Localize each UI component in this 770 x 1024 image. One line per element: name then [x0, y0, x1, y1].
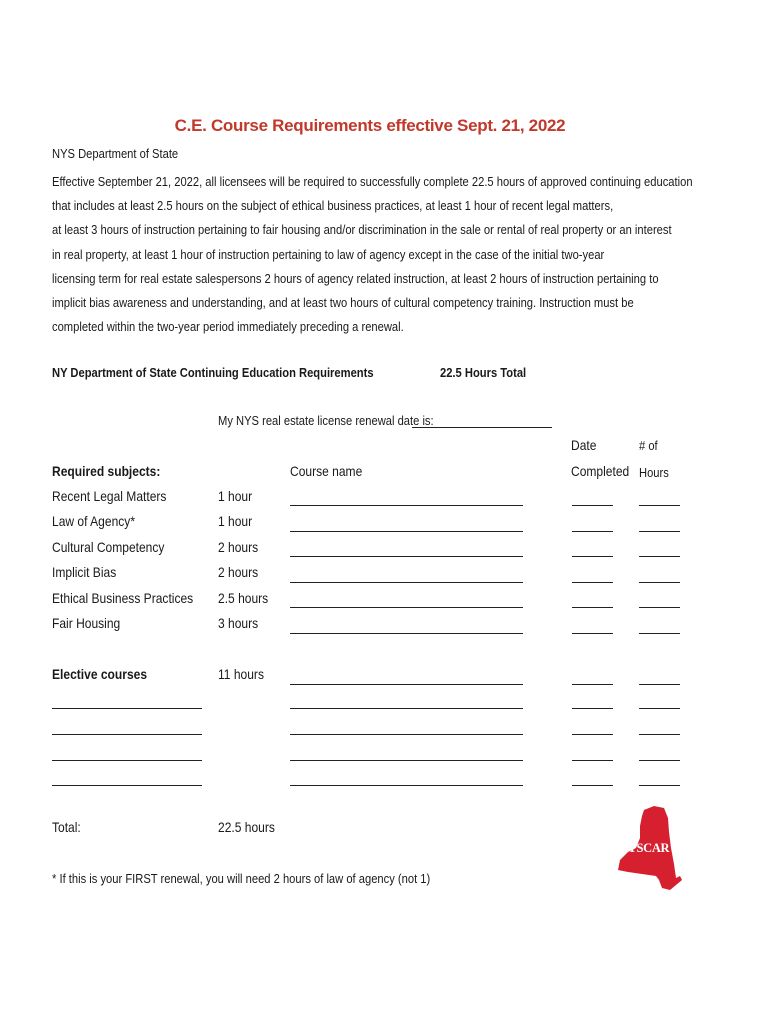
renewal-date-field[interactable]: [412, 427, 552, 428]
paragraph-line: at least 3 hours of instruction pertaining to fair housing and/or discrimination in the sale or rental of real property or an interest: [52, 222, 672, 238]
course-name-field[interactable]: [290, 760, 523, 761]
paragraph-line: licensing term for real estate salespersons 2 hours of agency related instruction, at least 2 hours of instruction pertaining to: [52, 270, 659, 286]
hours-field[interactable]: [639, 684, 680, 685]
subject-hours: 1 hour: [218, 488, 253, 504]
total-label: Total:: [52, 819, 81, 835]
date-completed-field[interactable]: [572, 684, 613, 685]
renewal-date-label: My NYS real estate license renewal date is:: [218, 413, 434, 428]
course-name-field[interactable]: [290, 734, 523, 735]
hours-field[interactable]: [639, 582, 680, 583]
subject-hours: 2.5 hours: [218, 590, 269, 606]
date-completed-field[interactable]: [572, 505, 613, 506]
course-name-field[interactable]: [290, 582, 523, 583]
elective-subject-field[interactable]: [52, 785, 202, 786]
date-completed-field[interactable]: [572, 708, 613, 709]
hours-field[interactable]: [639, 785, 680, 786]
subject-hours: 2 hours: [218, 539, 259, 555]
hours-field[interactable]: [639, 607, 680, 608]
subject-hours: 2 hours: [218, 564, 259, 580]
subject-name: Ethical Business Practices: [52, 590, 194, 606]
subject-name: Implicit Bias: [52, 564, 117, 580]
hours-total: 22.5 Hours Total: [440, 365, 527, 380]
paragraph-line: in real property, at least 1 hour of instruction pertaining to law of agency except in the case of the initial two-year: [52, 246, 605, 262]
course-name-field[interactable]: [290, 531, 523, 532]
nyscar-logo-text: NYSCAR: [619, 841, 670, 855]
hours-field[interactable]: [639, 734, 680, 735]
course-name-field[interactable]: [290, 684, 523, 685]
subject-name: Law of Agency*: [52, 513, 136, 529]
date-completed-field[interactable]: [572, 556, 613, 557]
requirements-heading: NY Department of State Continuing Education Requirements: [52, 365, 374, 380]
paragraph-line: completed within the two-year period immediately preceding a renewal.: [52, 319, 404, 335]
date-completed-field[interactable]: [572, 633, 613, 634]
paragraph-line: implicit bias awareness and understanding, and at least two hours of cultural competency training. Instruction must be: [52, 295, 634, 311]
date-completed-field[interactable]: [572, 582, 613, 583]
nyscar-logo: [614, 804, 684, 892]
date-completed-field[interactable]: [572, 734, 613, 735]
page-title: C.E. Course Requirements effective Sept. 21, 2022: [174, 116, 566, 135]
total-hours: 22.5 hours: [218, 819, 275, 835]
hours-field[interactable]: [639, 505, 680, 506]
course-name-header: Course name: [290, 463, 363, 479]
department-name: NYS Department of State: [52, 146, 179, 161]
subject-hours: 3 hours: [218, 615, 259, 631]
hours-header-line2: Hours: [639, 465, 669, 480]
footnote: * If this is your FIRST renewal, you will need 2 hours of law of agency (not 1): [52, 871, 431, 886]
paragraph-line: that includes at least 2.5 hours on the subject of ethical business practices, at least 1 hour of recent legal matters,: [52, 198, 614, 214]
hours-field[interactable]: [639, 760, 680, 761]
subject-hours: 1 hour: [218, 513, 253, 529]
hours-field[interactable]: [639, 556, 680, 557]
hours-field[interactable]: [639, 531, 680, 532]
elective-subject-field[interactable]: [52, 708, 202, 709]
subject-name: Cultural Competency: [52, 539, 165, 555]
hours-header-line1: # of: [639, 438, 658, 453]
requirements-paragraph: [52, 170, 692, 339]
required-subjects-heading: Required subjects:: [52, 463, 161, 479]
date-header-line2: Completed: [571, 463, 630, 479]
elective-hours: 11 hours: [218, 666, 264, 682]
hours-field[interactable]: [639, 708, 680, 709]
course-name-field[interactable]: [290, 556, 523, 557]
elective-subject-field[interactable]: [52, 734, 202, 735]
course-name-field[interactable]: [290, 607, 523, 608]
elective-courses-heading: Elective courses: [52, 666, 148, 682]
course-name-field[interactable]: [290, 785, 523, 786]
date-completed-field[interactable]: [572, 785, 613, 786]
subject-name: Recent Legal Matters: [52, 488, 167, 504]
course-name-field[interactable]: [290, 633, 523, 634]
course-name-field[interactable]: [290, 708, 523, 709]
paragraph-line: Effective September 21, 2022, all licensees will be required to successfully complete 22.5 hours of approved continuing education: [52, 174, 693, 189]
course-name-field[interactable]: [290, 505, 523, 506]
elective-subject-field[interactable]: [52, 760, 202, 761]
hours-field[interactable]: [639, 633, 680, 634]
date-completed-field[interactable]: [572, 607, 613, 608]
subject-name: Fair Housing: [52, 615, 121, 631]
date-header-line1: Date: [571, 437, 597, 453]
date-completed-field[interactable]: [572, 531, 613, 532]
date-completed-field[interactable]: [572, 760, 613, 761]
